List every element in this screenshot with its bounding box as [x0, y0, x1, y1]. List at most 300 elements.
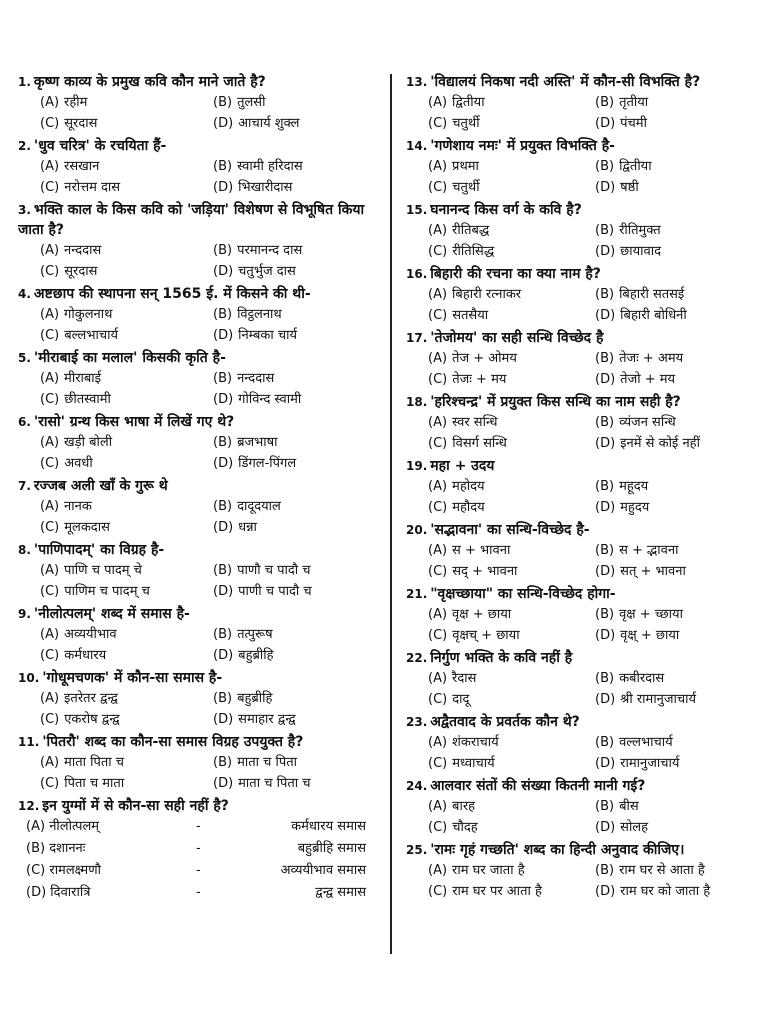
option-text: धन्ना: [238, 520, 257, 535]
option-letter: (D): [595, 436, 616, 451]
option-item: [213, 709, 380, 730]
left-column: [18, 72, 390, 1024]
question-block: [406, 200, 756, 262]
option-text: महुदय: [620, 500, 650, 515]
options-grid: [18, 624, 380, 666]
option-letter: (C): [428, 180, 448, 195]
option-item: [213, 752, 380, 773]
option-text: तत्पुरूष: [237, 627, 273, 642]
option-text: पाणि च पादम् चे: [64, 563, 142, 578]
option-item: [40, 368, 207, 389]
option-text: नन्ददास: [64, 243, 102, 258]
question-label: कृष्ण काव्य के प्रमुख कवि कौन माने जाते है?: [33, 74, 266, 90]
question-label: 'पितरौ' शब्द का कौन-सा समास विग्रह उपयुक्त है?: [42, 734, 304, 750]
option-letter: (B): [595, 735, 615, 750]
question-number: 20.: [406, 523, 428, 537]
option-letter: (B): [213, 691, 233, 706]
option-letter: (A): [428, 863, 448, 878]
option-item: [40, 517, 207, 538]
option-letter: (D): [213, 776, 234, 791]
option-text: परमानन्द दास: [237, 243, 303, 258]
options-grid: [406, 220, 756, 262]
option-letter: (A): [428, 351, 448, 366]
option-item: [40, 261, 207, 282]
option-text: रीतिसिद्ध: [452, 244, 495, 259]
option-text: दादूदयाल: [237, 499, 281, 514]
option-letter: (B): [213, 499, 233, 514]
option-letter: (D): [595, 628, 616, 643]
option-item: [428, 604, 589, 625]
pair-left: [26, 838, 196, 860]
option-item: [595, 156, 756, 177]
option-text: माता च पिता: [237, 755, 298, 770]
pair-left: [26, 860, 196, 882]
question-block: [406, 392, 756, 454]
option-letter: (C): [40, 392, 60, 407]
question-block: [18, 200, 380, 282]
option-item: [595, 860, 756, 881]
option-text: पाणौ च पादौ च: [237, 563, 311, 578]
option-item: [40, 304, 207, 325]
option-item: [595, 284, 756, 305]
option-letter: (C): [428, 884, 448, 899]
options-grid: [406, 156, 756, 198]
option-letter: (D): [595, 564, 616, 579]
option-text: वल्लभाचार्य: [619, 735, 673, 750]
option-letter: (A): [428, 95, 448, 110]
option-text: पाणी च पादौ च: [238, 584, 312, 599]
question-label: 'रासो' ग्रन्थ किस भाषा में लिखें गए थे?: [33, 414, 235, 430]
option-item: [213, 581, 380, 602]
question-number: 19.: [406, 459, 428, 473]
option-text: सतसैया: [452, 308, 489, 323]
option-item: [213, 368, 380, 389]
question-text: [406, 264, 756, 284]
option-letter: (B): [595, 351, 615, 366]
option-text: शंकराचार्य: [452, 735, 499, 750]
option-text: रहीम: [64, 95, 88, 110]
question-block: [18, 796, 380, 904]
option-text: माता च पिता च: [238, 776, 311, 791]
option-item: [428, 732, 589, 753]
option-text: ब्रजभाषा: [237, 435, 278, 450]
option-text: बारह: [452, 799, 476, 814]
option-item: [428, 284, 589, 305]
option-item: [213, 156, 380, 177]
question-block: [406, 456, 756, 518]
option-item: [40, 432, 207, 453]
option-item: [428, 860, 589, 881]
option-item: [40, 645, 207, 666]
option-text: अव्ययीभाव: [64, 627, 117, 642]
option-text: पिता च माता: [64, 776, 125, 791]
option-text: माता पिता च: [64, 755, 125, 770]
option-item: [595, 753, 756, 774]
pair-type: अव्ययीभाव समास: [280, 863, 366, 878]
option-letter: (C): [428, 564, 448, 579]
option-item: [595, 369, 756, 390]
option-text: भिखारीदास: [238, 180, 293, 195]
options-grid: [406, 476, 756, 518]
question-label: आलवार संतों की संख्या कितनी मानी गई?: [430, 778, 646, 794]
option-item: [595, 732, 756, 753]
option-letter: (D): [595, 180, 616, 195]
question-text: [18, 604, 380, 624]
option-letter: (A): [428, 159, 448, 174]
option-letter: (B): [595, 159, 615, 174]
pair-row: [26, 816, 380, 838]
pair-list: [18, 816, 380, 904]
question-number: 5.: [18, 351, 31, 365]
option-letter: (C): [40, 648, 60, 663]
option-letter: (D): [213, 392, 234, 407]
option-item: [595, 433, 756, 454]
question-block: [406, 584, 756, 646]
option-item: [428, 412, 589, 433]
option-letter: (C): [26, 863, 46, 878]
option-item: [428, 753, 589, 774]
option-item: [595, 497, 756, 518]
question-label: भक्ति काल के किस कवि को 'जड़िया' विशेषण से विभूषित किया जाता है?: [18, 202, 365, 238]
option-item: [40, 113, 207, 134]
option-letter: (A): [40, 435, 60, 450]
options-grid: [406, 732, 756, 774]
option-item: [213, 773, 380, 794]
option-text: इनमें से कोई नहीं: [620, 436, 700, 451]
options-grid: [406, 284, 756, 326]
option-text: षष्ठी: [620, 180, 639, 195]
option-item: [213, 325, 380, 346]
option-item: [595, 92, 756, 113]
option-letter: (B): [213, 563, 233, 578]
option-text: खड़ी बोली: [64, 435, 113, 450]
option-letter: (A): [40, 243, 60, 258]
question-text: [406, 648, 756, 668]
question-block: [18, 540, 380, 602]
option-letter: (A): [40, 159, 60, 174]
option-item: [428, 177, 589, 198]
option-text: वृक्ष + छाया: [452, 607, 512, 622]
option-text: आचार्य शुक्ल: [238, 116, 300, 131]
option-letter: (A): [40, 691, 60, 706]
question-text: [406, 840, 756, 860]
option-item: [213, 177, 380, 198]
option-text: नरोत्तम दास: [64, 180, 121, 195]
option-item: [428, 92, 589, 113]
question-label: रज्जब अली खाँ के गुरू थे: [33, 478, 168, 494]
question-number: 13.: [406, 75, 428, 89]
option-letter: (A): [40, 563, 60, 578]
option-item: [40, 624, 207, 645]
question-number: 1.: [18, 75, 31, 89]
option-item: [595, 604, 756, 625]
option-item: [40, 688, 207, 709]
pair-row: [26, 882, 380, 904]
option-item: [595, 348, 756, 369]
question-number: 8.: [18, 543, 31, 557]
question-number: 9.: [18, 607, 31, 621]
pair-left: [26, 816, 196, 838]
option-text: तेजो + मय: [620, 372, 676, 387]
option-text: गोविन्द स्वामी: [238, 392, 302, 407]
right-column: [392, 72, 756, 1024]
option-letter: (C): [428, 116, 448, 131]
question-number: 14.: [406, 139, 428, 153]
option-text: श्री रामानुजाचार्य: [620, 692, 697, 707]
option-letter: (D): [213, 116, 234, 131]
options-grid: [18, 304, 380, 346]
option-item: [213, 688, 380, 709]
option-item: [213, 517, 380, 538]
option-text: वृक्ष + च्छाया: [619, 607, 683, 622]
options-grid: [18, 240, 380, 282]
option-item: [595, 305, 756, 326]
question-block: [406, 328, 756, 390]
options-grid: [406, 412, 756, 454]
option-letter: (D): [595, 884, 616, 899]
option-item: [428, 433, 589, 454]
option-item: [213, 389, 380, 410]
option-letter: (B): [595, 543, 615, 558]
question-text: [406, 200, 756, 220]
option-text: रामानुजाचार्य: [620, 756, 680, 771]
pair-type: बहुब्रीहि समास: [297, 841, 366, 856]
option-letter: (B): [595, 799, 615, 814]
question-label: 'नीलोत्पलम्' शब्द में समास है-: [33, 606, 190, 622]
option-letter: (A): [40, 95, 60, 110]
option-letter: (A): [26, 819, 46, 834]
question-text: [406, 392, 756, 412]
option-text: कर्मधारय: [64, 648, 107, 663]
option-letter: (A): [428, 479, 448, 494]
option-text: सूरदास: [64, 116, 98, 131]
option-item: [428, 305, 589, 326]
question-text: [18, 412, 380, 432]
option-text: वृक्ष् + छाया: [620, 628, 680, 643]
option-item: [595, 817, 756, 838]
pair-left: [26, 882, 196, 904]
option-letter: (B): [213, 95, 233, 110]
option-item: [595, 476, 756, 497]
option-text: महोदय: [452, 479, 485, 494]
question-block: [406, 648, 756, 710]
option-text: बिहारी सतसई: [619, 287, 685, 302]
option-letter: (C): [428, 308, 448, 323]
option-letter: (C): [428, 244, 448, 259]
options-grid: [406, 668, 756, 710]
option-text: महूदय: [619, 479, 649, 494]
question-label: 'विद्यालयं निकषा नदी अस्ति' में कौन-सी विभक्ति है?: [430, 74, 701, 90]
question-block: [18, 348, 380, 410]
option-text: बिहारी रत्नाकर: [452, 287, 522, 302]
option-letter: (B): [213, 243, 233, 258]
question-text: [18, 136, 380, 156]
question-text: [18, 200, 380, 240]
option-item: [428, 220, 589, 241]
question-number: 25.: [406, 843, 428, 857]
option-letter: (C): [428, 820, 448, 835]
option-item: [40, 709, 207, 730]
option-letter: (D): [595, 692, 616, 707]
pair-row: [26, 838, 380, 860]
options-grid: [18, 156, 380, 198]
option-letter: (B): [595, 863, 615, 878]
option-letter: (C): [428, 628, 448, 643]
option-letter: (B): [213, 627, 233, 642]
pair-type: द्वन्द्व समास: [315, 885, 366, 900]
option-item: [595, 881, 756, 902]
pair-term: नीलोत्पलम्: [49, 819, 100, 834]
option-item: [40, 773, 207, 794]
option-letter: (A): [40, 627, 60, 642]
option-item: [213, 240, 380, 261]
option-text: मीराबाई: [64, 371, 102, 386]
question-block: [406, 776, 756, 838]
option-text: चतुर्थी: [452, 180, 480, 195]
option-item: [40, 325, 207, 346]
option-item: [428, 796, 589, 817]
question-label: 'हरिश्चन्द्र' में प्रयुक्त किस सन्धि का नाम सही है?: [430, 394, 681, 410]
option-item: [428, 348, 589, 369]
pair-term: दिवारात्रि: [50, 885, 91, 900]
question-text: [18, 284, 380, 304]
option-letter: (C): [40, 180, 60, 195]
option-item: [595, 412, 756, 433]
option-letter: (A): [428, 799, 448, 814]
option-text: स + द्भावना: [619, 543, 679, 558]
option-item: [428, 369, 589, 390]
option-text: महौदय: [452, 500, 485, 515]
option-item: [213, 496, 380, 517]
question-label: 'सद्भावना' का सन्धि-विच्छेद है-: [430, 522, 590, 538]
option-letter: (A): [428, 671, 448, 686]
option-text: राम घर पर आता है: [452, 884, 542, 899]
question-number: 15.: [406, 203, 428, 217]
options-grid: [406, 92, 756, 134]
question-number: 12.: [18, 799, 40, 813]
option-text: बहुब्रीहि: [237, 691, 273, 706]
question-block: [18, 604, 380, 666]
question-number: 4.: [18, 287, 31, 301]
question-block: [406, 136, 756, 198]
option-text: रीतिबद्ध: [452, 223, 490, 238]
option-item: [213, 113, 380, 134]
question-text: [18, 476, 380, 496]
option-text: बिहारी बोधिनी: [620, 308, 687, 323]
option-text: निम्बका चार्य: [238, 328, 298, 343]
option-item: [428, 113, 589, 134]
option-letter: (B): [213, 159, 233, 174]
option-text: रीतिमुक्त: [619, 223, 661, 238]
question-block: [406, 840, 756, 902]
question-number: 10.: [18, 671, 40, 685]
option-item: [595, 540, 756, 561]
option-letter: (D): [595, 372, 616, 387]
question-text: [406, 584, 756, 604]
question-label: 'रामः गृहं गच्छति' शब्द का हिन्दी अनुवाद कीजिए।: [430, 842, 685, 858]
option-item: [428, 689, 589, 710]
option-item: [213, 92, 380, 113]
option-item: [40, 389, 207, 410]
question-text: [406, 712, 756, 732]
option-item: [213, 560, 380, 581]
option-item: [595, 796, 756, 817]
option-text: बीस: [619, 799, 639, 814]
option-item: [428, 561, 589, 582]
option-item: [428, 817, 589, 838]
option-text: सद् + भावना: [452, 564, 518, 579]
option-letter: (D): [213, 456, 234, 471]
option-letter: (D): [213, 328, 234, 343]
option-item: [428, 156, 589, 177]
options-grid: [18, 688, 380, 730]
option-letter: (D): [213, 712, 234, 727]
option-item: [40, 581, 207, 602]
option-text: चौदह: [452, 820, 478, 835]
option-letter: (D): [213, 264, 234, 279]
option-item: [595, 113, 756, 134]
question-text: [18, 796, 380, 816]
option-text: समाहार द्वन्द्व: [238, 712, 296, 727]
option-letter: (B): [595, 223, 615, 238]
question-number: 21.: [406, 587, 428, 601]
option-text: गोकुलनाथ: [64, 307, 113, 322]
option-letter: (A): [40, 755, 60, 770]
question-number: 16.: [406, 267, 428, 281]
option-text: तुलसी: [237, 95, 266, 110]
option-text: अवधी: [64, 456, 93, 471]
question-number: 24.: [406, 779, 428, 793]
option-letter: (A): [40, 371, 60, 386]
options-grid: [18, 496, 380, 538]
option-item: [40, 560, 207, 581]
option-letter: (D): [26, 885, 47, 900]
question-label: 'तेजोमय' का सही सन्धि विच्छेद है: [430, 330, 604, 346]
option-text: नन्ददास: [237, 371, 275, 386]
question-text: [406, 328, 756, 348]
options-grid: [406, 540, 756, 582]
option-item: [40, 496, 207, 517]
option-letter: (C): [40, 584, 60, 599]
option-text: रैदास: [452, 671, 477, 686]
option-text: इतरेतर द्वन्द्व: [64, 691, 118, 706]
option-item: [595, 220, 756, 241]
option-text: स + भावना: [452, 543, 511, 558]
option-letter: (A): [428, 287, 448, 302]
option-text: मध्वाचार्य: [452, 756, 495, 771]
option-letter: (B): [213, 371, 233, 386]
option-item: [428, 881, 589, 902]
option-text: सत् + भावना: [620, 564, 686, 579]
question-number: 22.: [406, 651, 428, 665]
option-text: कबीरदास: [619, 671, 665, 686]
pair-term: रामलक्ष्मणौ: [49, 863, 101, 878]
question-label: इन युग्मों में से कौन-सा सही नहीं है?: [42, 798, 229, 814]
question-text: [406, 776, 756, 796]
option-text: तेजः + अमय: [619, 351, 684, 366]
option-text: तेज + ओमय: [452, 351, 517, 366]
option-letter: (D): [213, 180, 234, 195]
option-item: [213, 453, 380, 474]
option-letter: (C): [40, 712, 60, 727]
option-letter: (B): [595, 607, 615, 622]
options-grid: [406, 348, 756, 390]
question-label: निर्गुण भक्ति के कवि नहीं है: [430, 650, 573, 666]
question-number: 17.: [406, 331, 428, 345]
option-text: स्वर सन्धि: [452, 415, 498, 430]
option-text: बल्लभाचार्य: [64, 328, 119, 343]
option-letter: (A): [40, 499, 60, 514]
